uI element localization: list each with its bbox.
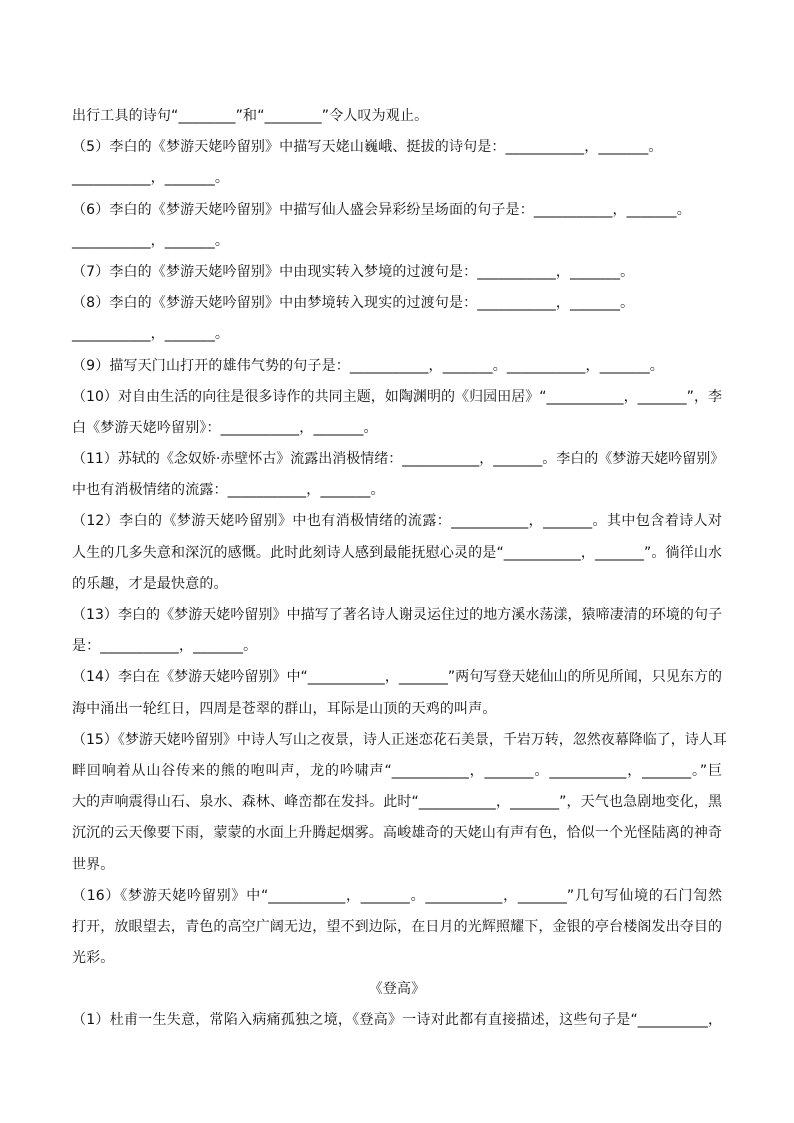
question-10-line-1: （10）对自由生活的向往是很多诗作的共同主题，如陶渊明的《归园田居》“___________，_______”，李 bbox=[72, 388, 722, 405]
question-9-line-1: （9）描写天门山打开的雄伟气势的句子是：___________，_______。___________，_______。 bbox=[72, 357, 664, 374]
question-15-line-4: 沉沉的云天像要下雨，蒙蒙的水面上升腾起烟雾。高峻雄奇的天姥山有声有色，恰似一个光怪陆离的神奇 bbox=[72, 825, 722, 842]
question-8-line-2: ___________，_______。 bbox=[72, 326, 229, 343]
question-8-line-1: （8）李白的《梦游天姥吟留别》中由梦境转入现实的过渡句是：___________，_______。 bbox=[72, 295, 635, 312]
question-6-line-1: （6）李白的《梦游天姥吟留别》中描写仙人盛会异彩纷呈场面的句子是：___________，_______。 bbox=[72, 201, 691, 218]
question-5-line-1: （5）李白的《梦游天姥吟留别》中描写天姥山巍峨、挺拔的诗句是：___________，_______。 bbox=[72, 139, 663, 156]
denggao-question-1-line-1: （1）杜甫一生失意，常陷入病痛孤独之境，《登高》一诗对此都有直接描述，这些句子是“__________， bbox=[72, 1012, 722, 1029]
question-12-line-1: （12）李白的《梦游天姥吟留别》中也有消极情绪的流露：___________，_______。其中包含着诗人对 bbox=[72, 513, 722, 530]
question-5-line-2: ___________，_______。 bbox=[72, 170, 229, 187]
question-16-line-3: 光彩。 bbox=[72, 950, 115, 967]
section-title-denggao: 《登高》 bbox=[368, 981, 426, 998]
question-16-line-1: （16）《梦游天姥吟留别》中“___________，_______。___________，_______”几句写仙境的石门訇然 bbox=[72, 887, 722, 904]
question-16-line-2: 打开，放眼望去，青色的高空广阔无边，望不到边际，在日月的光辉照耀下，金银的亭台楼阁发出夺目的 bbox=[72, 918, 722, 935]
question-15-line-5: 世界。 bbox=[72, 856, 115, 873]
question-12-line-2: 人生的几多失意和深沉的感慨。此时此刻诗人感到最能抚慰心灵的是“___________，_______”。徜徉山水 bbox=[72, 544, 722, 561]
question-14-line-2: 海中涌出一轮红日，四周是苍翠的群山，耳际是山顶的天鸡的叫声。 bbox=[72, 700, 497, 717]
question-14-line-1: （14）李白在《梦游天姥吟留别》中“___________，_______”两句写登天姥仙山的所见所闻，只见东方的 bbox=[72, 669, 722, 686]
question-15-line-2: 畔回响着从山谷传来的熊的咆叫声，龙的吟啸声“___________，_______。___________，_______。”巨 bbox=[72, 762, 722, 779]
question-11-line-2: 中也有消极情绪的流露：___________，_______。 bbox=[72, 482, 385, 499]
question-13-line-2: 是：___________，_______。 bbox=[72, 638, 258, 655]
question-7-line-1: （7）李白的《梦游天姥吟留别》中由现实转入梦境的过渡句是：___________，_______。 bbox=[72, 263, 635, 280]
question-15-line-3: 大的声响震得山石、泉水、森林、峰峦都在发抖。此时“___________，_______”，天气也急剧地变化，黑 bbox=[72, 794, 722, 811]
text-line-1: 出行工具的诗句“________”和“________”令人叹为观止。 bbox=[72, 108, 429, 124]
question-13-line-1: （13）李白的《梦游天姥吟留别》中描写了著名诗人谢灵运住过的地方溪水荡漾，猿啼凄清的环境的句子 bbox=[72, 607, 722, 623]
question-12-line-3: 的乐趣，才是最快意的。 bbox=[72, 575, 228, 592]
question-11-line-1: （11）苏轼的《念奴娇·赤壁怀古》流露出消极情绪：___________，_______。李白的《梦游天姥吟留别》 bbox=[72, 451, 725, 468]
question-6-line-2: ___________，_______。 bbox=[72, 232, 229, 249]
question-10-line-2: 白《梦游天姥吟留别》：___________，_______。 bbox=[72, 419, 378, 436]
document-page bbox=[72, 101, 727, 1037]
question-15-line-1: （15）《梦游天姥吟留别》中诗人写山之夜景，诗人正迷恋花石美景，千岩万转，忽然夜幕降临了，诗人耳 bbox=[72, 731, 727, 748]
